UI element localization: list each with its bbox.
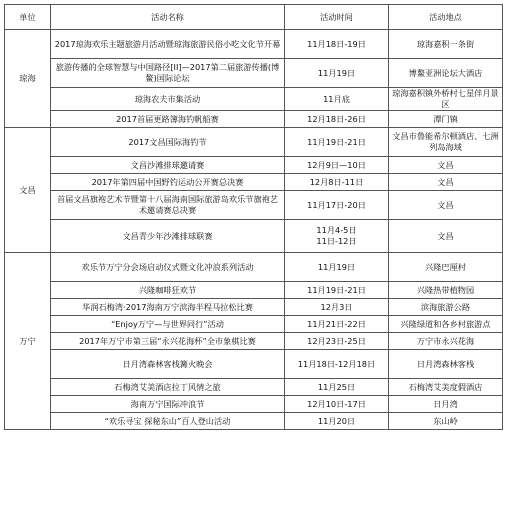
activity-time-cell: 12月18日-26日 [285, 111, 389, 128]
activity-time-cell: 11月19日-21日 [285, 128, 389, 157]
activity-time-cell: 11月18日-19日 [285, 30, 389, 59]
header-activity-place: 活动地点 [389, 5, 503, 30]
activity-place-cell: 文昌 [389, 220, 503, 253]
activity-name-cell: 首届文昌旗袍艺术节暨第十八届海南国际旅游岛欢乐节旗袍艺术邀请赛总决赛 [51, 191, 285, 220]
activity-time-cell: 12月8日-11日 [285, 174, 389, 191]
activity-time-cell: 11月18日-12月18日 [285, 350, 389, 379]
region-cell: 万宁 [5, 253, 51, 430]
activity-time-cell: 11月19日-21日 [285, 282, 389, 299]
region-cell: 文昌 [5, 128, 51, 253]
activity-name-cell: 文昌沙滩排球邀请赛 [51, 157, 285, 174]
activity-time-cell: 12月10日-17日 [285, 396, 389, 413]
activity-name-cell: 旅游传播的全球智慧与中国路径[II]—2017第二届旅游传播(博鳌)国际论坛 [51, 59, 285, 88]
activity-time-cell: 12月23日-25日 [285, 333, 389, 350]
table-row [5, 30, 503, 59]
activity-place-cell: 兴隆热带植物园 [389, 282, 503, 299]
activity-place-cell: 文昌 [389, 191, 503, 220]
header-activity-name: 活动名称 [51, 5, 285, 30]
header-unit: 单位 [5, 5, 51, 30]
table-row [5, 413, 503, 430]
activity-place-cell: 日月湾 [389, 396, 503, 413]
table-row [5, 157, 503, 174]
table-body [5, 30, 503, 430]
table-row [5, 282, 503, 299]
table-row [5, 111, 503, 128]
table-row [5, 128, 503, 157]
activity-place-cell: 潭门镇 [389, 111, 503, 128]
activity-name-cell: 2017文昌国际海钓节 [51, 128, 285, 157]
table-row [5, 333, 503, 350]
table-row [5, 191, 503, 220]
activity-place-cell: 日月湾森林客栈 [389, 350, 503, 379]
activity-time-cell: 11月17日-20日 [285, 191, 389, 220]
activity-time-cell: 11月19日 [285, 59, 389, 88]
table-row [5, 88, 503, 111]
table-row [5, 174, 503, 191]
activity-table [4, 4, 503, 430]
activity-place-cell: 东山岭 [389, 413, 503, 430]
table-row [5, 59, 503, 88]
activity-name-cell: 日月湾森林客栈篝火晚会 [51, 350, 285, 379]
activity-time-cell: 11月底 [285, 88, 389, 111]
table-row [5, 253, 503, 282]
activity-name-cell: 文昌青少年沙滩排球联赛 [51, 220, 285, 253]
activity-time-cell: 12月3日 [285, 299, 389, 316]
activity-time-cell: 11月25日 [285, 379, 389, 396]
activity-place-cell: 文昌市鲁能希尔顿酒店、七洲列岛海域 [389, 128, 503, 157]
activity-place-cell: 文昌 [389, 174, 503, 191]
activity-place-cell: 琼海嘉积镇外桥村七星伴月景区 [389, 88, 503, 111]
activity-name-cell: 2017年第四届中国野钓运动公开赛总决赛 [51, 174, 285, 191]
activity-name-cell: 2017年万宁市第三届“永兴花海杯”全市象棋比赛 [51, 333, 285, 350]
activity-name-cell: 石梅湾艾美酒店拉丁风情之旅 [51, 379, 285, 396]
table-header-row [5, 5, 503, 30]
activity-name-cell: 海南万宁国际冲浪节 [51, 396, 285, 413]
activity-place-cell: 琼海嘉积一条街 [389, 30, 503, 59]
activity-name-cell: 华润石梅湾·2017海南万宁滨海半程马拉松比赛 [51, 299, 285, 316]
activity-name-cell: 欢乐节万宁分会场启动仪式暨文化冲浪系列活动 [51, 253, 285, 282]
activity-place-cell: 滨海旅游公路 [389, 299, 503, 316]
activity-place-cell: 万宁市永兴花海 [389, 333, 503, 350]
activity-place-cell: 兴隆绿道和各乡村旅游点 [389, 316, 503, 333]
activity-place-cell: 石梅湾艾美度假酒店 [389, 379, 503, 396]
activity-time-cell: 11月19日 [285, 253, 389, 282]
table-row [5, 299, 503, 316]
activity-time-cell: 11月21日-22日 [285, 316, 389, 333]
activity-place-cell: 文昌 [389, 157, 503, 174]
table-row [5, 316, 503, 333]
activity-time-cell: 11月20日 [285, 413, 389, 430]
table-row [5, 396, 503, 413]
region-cell: 琼海 [5, 30, 51, 128]
activity-time-cell: 11月4-5日 11日-12日 [285, 220, 389, 253]
activity-name-cell: 2017首届更路簿海钓帆船赛 [51, 111, 285, 128]
table-row [5, 350, 503, 379]
activity-name-cell: “Enjoy万宁—与世界同行”活动 [51, 316, 285, 333]
activity-name-cell: 琼海农夫市集活动 [51, 88, 285, 111]
activity-name-cell: “欢乐寻宝 探秘东山”百人登山活动 [51, 413, 285, 430]
header-activity-time: 活动时间 [285, 5, 389, 30]
table-row [5, 220, 503, 253]
activity-name-cell: 兴隆咖啡狂欢节 [51, 282, 285, 299]
activity-place-cell: 兴隆巴厘村 [389, 253, 503, 282]
table-row [5, 379, 503, 396]
activity-time-cell: 12月9日—10日 [285, 157, 389, 174]
activity-place-cell: 博鳌亚洲论坛大酒店 [389, 59, 503, 88]
activity-name-cell: 2017琼海欢乐主题旅游月活动暨琼海旅游民俗小吃文化节开幕 [51, 30, 285, 59]
